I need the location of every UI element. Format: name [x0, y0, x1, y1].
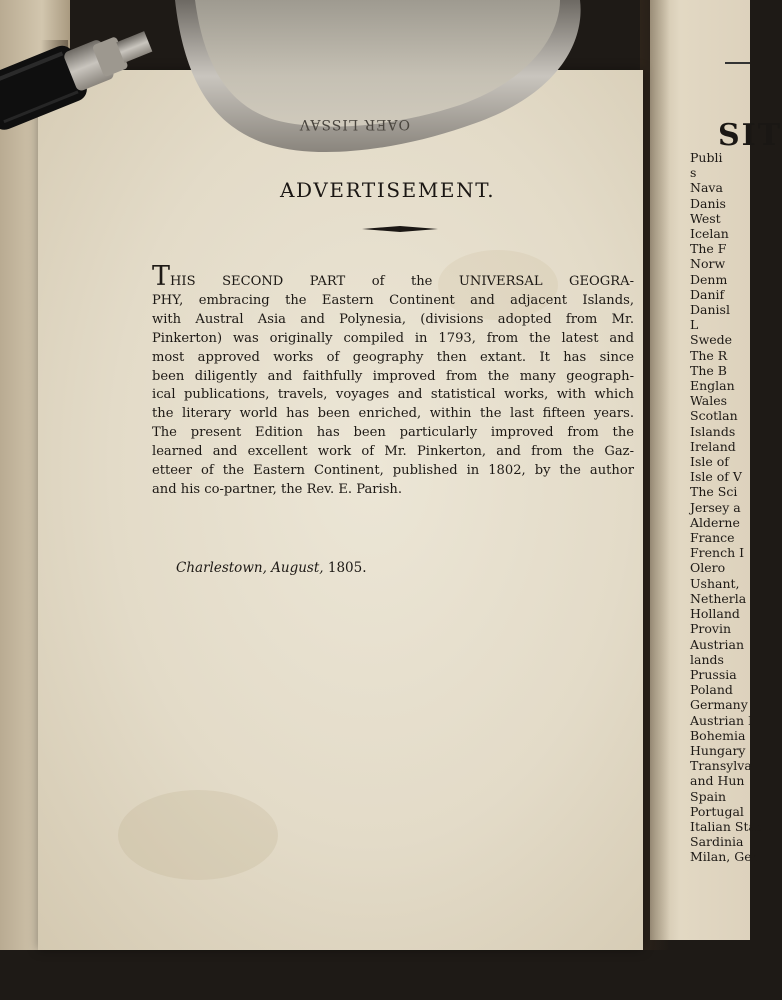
right-list-item: Transylva — [690, 758, 752, 774]
right-list-item: Danif — [690, 286, 725, 302]
drop-cap: T — [152, 261, 171, 292]
right-list-item: The Sci — [690, 484, 738, 500]
right-list-item: Portugal — [690, 803, 744, 819]
magnifier-engraving: OAER LISSAV — [298, 116, 410, 132]
body-line: with Austral Asia and Polynesia, (divisions adopted from Mr. — [152, 311, 634, 327]
right-list-item: French I — [690, 545, 745, 561]
right-list-item: lands — [690, 651, 724, 667]
body-line: PHY, embracing the Eastern Continent and adjacent Islands, — [152, 292, 634, 308]
body-line: etteer of the Eastern Continent, published in 1802, by the author — [152, 463, 634, 479]
right-list-item: Danis — [690, 195, 726, 211]
right-list-item: Jersey a — [690, 499, 741, 515]
body-line: and his co-partner, the Rev. E. Parish. — [152, 481, 403, 497]
right-page-list — [690, 150, 761, 865]
right-list-item: Holland — [690, 606, 740, 622]
body-line: ical publications, travels, voyages and statistical works, with which — [152, 387, 634, 403]
right-list-item: The B — [690, 362, 727, 378]
right-list-item: Austrian I — [690, 712, 753, 728]
ornament-divider — [362, 225, 438, 233]
body-line: the literary world has been enriched, within the last fifteen years. — [152, 406, 634, 422]
right-list-item: Danisl — [690, 302, 730, 318]
body-line: most approved works of geography then extant. It has since — [152, 349, 634, 365]
right-list-item: Provin — [690, 621, 732, 637]
right-gutter-shadow — [640, 0, 670, 950]
right-list-item: Ireland — [690, 438, 736, 454]
body-line: learned and excellent work of Mr. Pinkerton, and from the Gaz- — [152, 444, 634, 460]
right-list-item: Bohemia — [690, 727, 746, 743]
page-title: ADVERTISEMENT. — [280, 178, 496, 202]
right-page-heading: SIT — [718, 118, 782, 153]
signoff-place: Charlestown, August, — [176, 560, 324, 576]
right-list-item: Milan, Gen — [690, 849, 760, 865]
right-list-item: France — [690, 530, 735, 546]
right-list-item: Poland — [690, 682, 733, 698]
right-list-item: L — [690, 317, 699, 333]
body-line: been diligently and faithfully improved from the many geograph- — [152, 368, 634, 384]
right-list-item: Olero — [690, 560, 726, 576]
body-line: Pinkerton) was originally compiled in 1793, from the latest and — [152, 330, 634, 346]
right-list-item: Scotlan — [690, 408, 738, 424]
right-list-item: Icelan — [690, 226, 729, 242]
right-list-item: Spain — [690, 788, 727, 804]
paper-stain — [118, 790, 278, 880]
magnifying-glass-icon — [0, 0, 590, 170]
signoff-year: 1805. — [327, 560, 367, 576]
right-list-item: Hungary — [690, 742, 746, 758]
right-list-item: Germany — [690, 697, 748, 713]
body-line: THIS SECOND PART of the UNIVERSAL GEOGRA- — [152, 261, 634, 292]
right-list-item: Swede — [690, 332, 733, 348]
right-list-item: The F — [690, 241, 727, 257]
signoff — [176, 560, 367, 576]
right-list-item: Nava — [690, 180, 723, 196]
right-list-item: Denm — [690, 271, 728, 287]
right-list-item: Ushant, — [690, 575, 740, 591]
advertisement-body — [152, 261, 634, 500]
right-list-item: West — [690, 210, 721, 226]
right-list-item: Netherla — [690, 590, 747, 606]
right-list-item: Sardinia — [690, 834, 744, 850]
right-list-item: The R — [690, 347, 728, 363]
right-list-item: Isle of — [690, 454, 729, 470]
right-list-item: Italian Stat — [690, 818, 761, 834]
right-list-item: s — [690, 165, 697, 181]
body-line: The present Edition has been particularly improved from the — [152, 425, 634, 441]
right-list-item: Englan — [690, 378, 735, 394]
right-list-item: Islands — [690, 423, 736, 439]
right-list-item: Norw — [690, 256, 726, 272]
right-page-rule — [725, 62, 750, 64]
right-list-item: Alderne — [690, 514, 740, 530]
right-list-item: Publi — [690, 150, 723, 165]
right-list-item: Prussia — [690, 666, 737, 682]
right-list-item: and Hun — [690, 773, 745, 789]
right-list-item: Wales — [690, 393, 728, 409]
main-page — [38, 70, 643, 950]
right-list-item: Austrian — [690, 636, 744, 652]
right-list-item: Isle of V — [690, 469, 742, 485]
